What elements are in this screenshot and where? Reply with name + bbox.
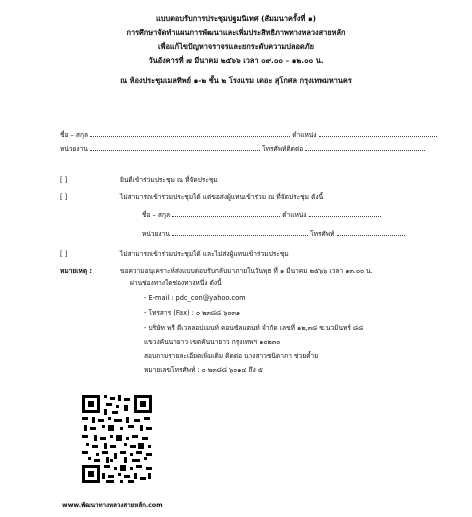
rep-phone-field-line[interactable] <box>337 228 405 236</box>
note-mail-address: - บริษัท พรี ดีเวลลอปเมนท์ คอนซัลแตนท์ จำกัด เลขที่ ๑๒,๓๘ ซ.นวมินทร์ ๘๘ <box>144 324 364 332</box>
agency-field-row <box>60 143 425 154</box>
rep-agency-label: หน่วยงาน <box>142 230 170 238</box>
note-channels: ผ่านช่องทางใดช่องทางหนึ่ง ดังนี้ <box>130 279 222 287</box>
rep-agency-field-line[interactable] <box>172 228 308 236</box>
document-header <box>0 12 472 88</box>
position-field-line[interactable] <box>319 129 437 137</box>
rep-name-label: ชื่อ – สกุล <box>142 211 170 219</box>
qr-code-image <box>80 393 154 485</box>
header-line-venue: ณ ห้องประชุมเมลทิพย์ ๑-๒ ชั้น ๒ โรงแรม เดอะ สุโกศล กรุงเทพมหานคร <box>120 76 352 85</box>
note-telephone: หมายเลขโทรศัพท์ : ๐ ๒๓๘๘ ๖๐๑๔ ถึง ๕ <box>144 366 263 374</box>
agency-label: หน่วยงาน <box>60 145 88 153</box>
option-attend-label: ยินดีเข้าร่วมประชุม ณ ที่จัดประชุม <box>120 176 218 184</box>
note-mail-address-2: แขวงคันนายาว เขตคันนายาว กรุงเทพฯ ๑๐๒๓๐ <box>144 338 281 346</box>
rep-phone-label: โทรศัพท์ <box>310 230 335 238</box>
phone-label: โทรศัพท์ติดต่อ <box>262 145 304 153</box>
header-line-purpose: เพื่อแก้ไขปัญหาจราจรและยกระดับความปลอดภัย <box>158 42 314 51</box>
note-fax: - โทรสาร (Fax) : ๐ ๒๓๘๘ ๖๐๓๑ <box>144 309 241 317</box>
position-label: ตำแหน่ง <box>292 131 317 139</box>
rep-agency-row <box>142 228 405 239</box>
name-label: ชื่อ – สกุล <box>60 131 88 139</box>
name-field-line[interactable] <box>90 129 290 137</box>
header-line-project: การศึกษาจัดทำแผนการพัฒนาและเพิ่มประสิทธิภาพทางหลวงสายหลัก <box>126 28 346 37</box>
rep-position-field-line[interactable] <box>309 209 381 217</box>
name-field-row <box>60 129 437 140</box>
rep-name-field-line[interactable] <box>172 209 280 217</box>
checkbox-attend[interactable]: [ ] <box>60 176 68 184</box>
note-contact: สอบถามรายละเอียดเพิ่มเติม ติดต่อ นางสาวชนิดาภา ช่วยค้ำย <box>144 352 319 360</box>
checkbox-send-representative[interactable]: [ ] <box>60 193 68 201</box>
rep-name-row <box>142 209 381 220</box>
header-line-title: แบบตอบรับการประชุมปฐมนิเทศ (สัมมนาครั้งที่ ๑) <box>155 14 317 23</box>
agency-field-line[interactable] <box>90 143 260 151</box>
option-decline-label: ไม่สามารถเข้าร่วมประชุมได้ และไม่ส่งผู้แทนเข้าร่วมประชุม <box>120 250 289 258</box>
checkbox-decline[interactable]: [ ] <box>60 250 68 258</box>
option-representative-label: ไม่สามารถเข้าร่วมประชุมได้ แต่ขอส่งผู้แทนเข้าร่วม ณ ที่จัดประชุม ดังนี้ <box>120 193 324 201</box>
rep-position-label: ตำแหน่ง <box>282 211 307 219</box>
note-label: หมายเหตุ : <box>60 267 93 275</box>
note-email: - E-mail : pdc_con@yahoo.com <box>144 294 246 302</box>
note-deadline: ขอความอนุเคราะห์ส่งแบบตอบรับกลับมาภายในวันพุธ ที่ ๑ มีนาคม ๒๕๖๖ เวลา ๑๓.๐๐ น. <box>120 267 373 275</box>
phone-field-line[interactable] <box>305 143 425 151</box>
website-link[interactable]: www.พัฒนาทางหลวงสายหลัก.com <box>62 502 163 509</box>
header-line-date: วันอังคารที่ ๗ มีนาคม ๒๕๖๖ เวลา ๐๙.๐๐ – ๑๒.๐๐ น. <box>148 56 324 65</box>
